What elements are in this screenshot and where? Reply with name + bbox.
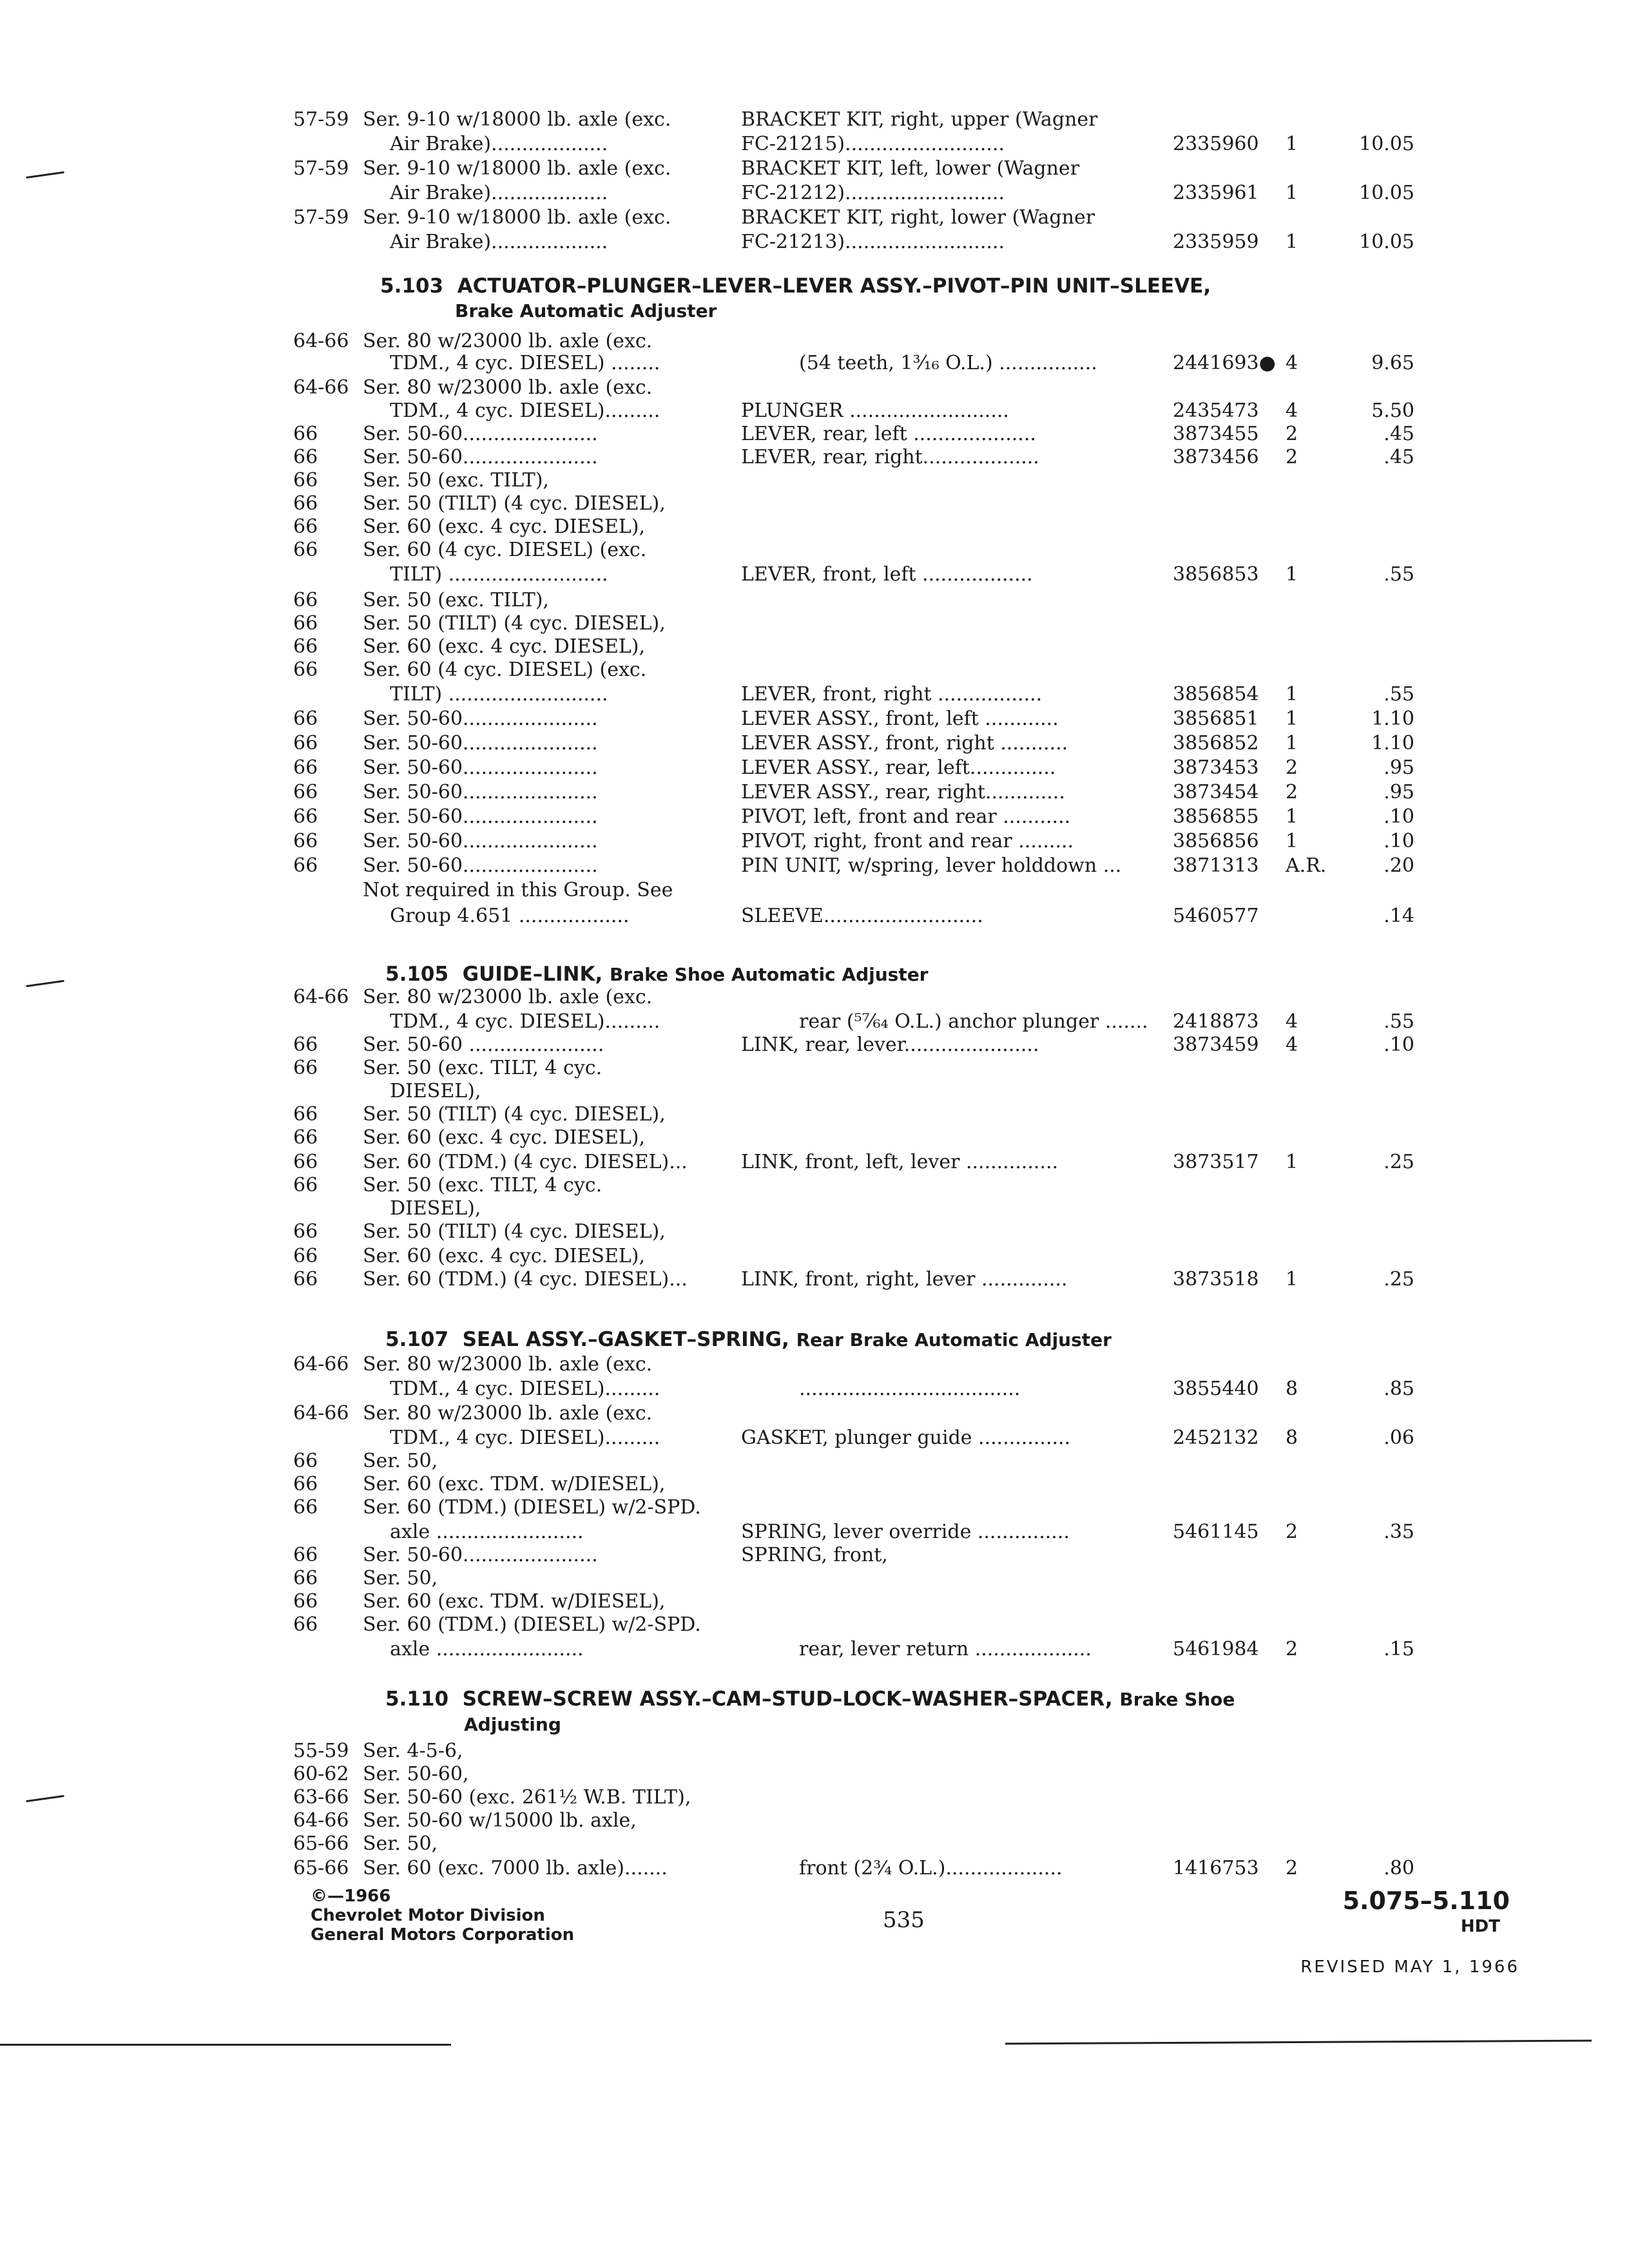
- application: Ser. 80 w/23000 lb. axle (exc.: [363, 986, 653, 1008]
- part-number: 2435473: [1173, 399, 1259, 422]
- application: Ser. 60 (4 cyc. DIESEL) (exc.: [363, 658, 647, 681]
- part-description: LEVER ASSY., front, left ............: [741, 707, 1059, 730]
- list-price: 1.10: [1371, 732, 1414, 754]
- list-price: .85: [1383, 1378, 1414, 1400]
- application: Ser. 60 (exc. 4 cyc. DIESEL),: [363, 1245, 646, 1267]
- part-description: PIVOT, right, front and rear .........: [741, 830, 1074, 852]
- application: Ser. 50 (TILT) (4 cyc. DIESEL),: [363, 492, 666, 515]
- part-description: FC-21212)..........................: [741, 182, 1005, 204]
- application: TILT) ..........................: [390, 563, 608, 586]
- corporation-name: General Motors Corporation: [311, 1925, 575, 1945]
- model-year: 66: [293, 492, 318, 515]
- part-number: 2418873: [1173, 1010, 1259, 1033]
- application: Ser. 9-10 w/18000 lb. axle (exc.: [363, 206, 671, 229]
- application: Ser. 50-60......................: [363, 805, 598, 828]
- model-year: 66: [293, 854, 318, 877]
- application: Air Brake)...................: [390, 182, 608, 204]
- application: axle ........................: [390, 1521, 584, 1543]
- part-number: 3873518: [1173, 1268, 1259, 1291]
- page-number: 535: [883, 1907, 925, 1933]
- application: Ser. 60 (TDM.) (DIESEL) w/2-SPD.: [363, 1496, 701, 1519]
- part-number: 3873459: [1173, 1033, 1259, 1056]
- model-year: 66: [293, 658, 318, 681]
- model-year: 66: [293, 1590, 318, 1613]
- part-description: LINK, front, right, lever ..............: [741, 1268, 1068, 1291]
- model-year: 57-59: [293, 157, 349, 180]
- copyright: ©—1966: [311, 1887, 391, 1906]
- margin-mark: [26, 171, 64, 178]
- quantity: 2: [1286, 446, 1298, 468]
- model-year: 66: [293, 539, 318, 561]
- part-number: 5461145: [1173, 1521, 1259, 1543]
- list-price: .25: [1383, 1151, 1414, 1173]
- part-number: 3873453: [1173, 756, 1259, 779]
- application: Ser. 60 (exc. 4 cyc. DIESEL),: [363, 1126, 646, 1149]
- application: Ser. 50-60 w/15000 lb. axle,: [363, 1809, 637, 1832]
- part-description: LEVER ASSY., front, right ...........: [741, 732, 1068, 754]
- list-price: .95: [1383, 781, 1414, 803]
- model-year: 64-66: [293, 376, 349, 399]
- model-year: 55-59: [293, 1740, 349, 1762]
- list-price: .06: [1383, 1427, 1414, 1449]
- part-description: SLEEVE..........................: [741, 905, 983, 927]
- application: Ser. 50-60 ......................: [363, 1033, 604, 1056]
- part-number: 2441693●: [1173, 352, 1276, 374]
- application: Ser. 50,: [363, 1832, 438, 1855]
- quantity: 2: [1286, 1857, 1298, 1879]
- application: Group 4.651 ..................: [390, 905, 630, 927]
- model-year: 66: [293, 1103, 318, 1126]
- application: TILT) ..........................: [390, 683, 608, 706]
- application: Ser. 80 w/23000 lb. axle (exc.: [363, 376, 653, 399]
- application: Ser. 50-60......................: [363, 781, 598, 803]
- part-description: rear, lever return ...................: [799, 1638, 1092, 1660]
- application: Ser. 4-5-6,: [363, 1740, 463, 1762]
- quantity: A.R.: [1286, 854, 1327, 877]
- application: Ser. 60 (exc. 4 cyc. DIESEL),: [363, 635, 646, 658]
- divider-rule: [0, 2044, 451, 2046]
- quantity: 2: [1286, 1521, 1298, 1543]
- model-year: 66: [293, 1496, 318, 1519]
- part-number: 3856854: [1173, 683, 1259, 706]
- model-year: 66: [293, 1450, 318, 1472]
- list-price: .95: [1383, 756, 1414, 779]
- model-year: 66: [293, 1174, 318, 1196]
- application: Ser. 50 (exc. TILT),: [363, 589, 549, 611]
- list-price: .14: [1383, 905, 1414, 927]
- model-year: 66: [293, 756, 318, 779]
- application: Ser. 80 w/23000 lb. axle (exc.: [363, 1353, 653, 1376]
- quantity: 1: [1286, 830, 1298, 852]
- group-range: 5.075–5.110: [1342, 1887, 1510, 1915]
- model-year: 64-66: [293, 1402, 349, 1425]
- quantity: 2: [1286, 781, 1298, 803]
- application: Ser. 60 (TDM.) (DIESEL) w/2-SPD.: [363, 1613, 701, 1636]
- model-year: 65-66: [293, 1857, 349, 1879]
- quantity: 2: [1286, 423, 1298, 445]
- application: Ser. 50-60......................: [363, 1544, 598, 1566]
- part-description: FC-21213)..........................: [741, 231, 1005, 253]
- part-number: 3873455: [1173, 423, 1259, 445]
- list-price: .45: [1383, 446, 1414, 468]
- list-price: 9.65: [1371, 352, 1414, 374]
- application: Ser. 50-60......................: [363, 732, 598, 754]
- list-price: .10: [1383, 1033, 1414, 1056]
- quantity: 2: [1286, 1638, 1298, 1660]
- part-description: PIVOT, left, front and rear ...........: [741, 805, 1071, 828]
- part-description: BRACKET KIT, right, lower (Wagner: [741, 206, 1095, 229]
- application: Air Brake)...................: [390, 231, 608, 253]
- part-number: 2335959: [1173, 231, 1259, 253]
- application: TDM., 4 cyc. DIESEL).........: [390, 399, 660, 422]
- quantity: 4: [1286, 399, 1298, 422]
- application: TDM., 4 cyc. DIESEL).........: [390, 1427, 660, 1449]
- model-year: 66: [293, 1567, 318, 1590]
- part-description: GASKET, plunger guide ...............: [741, 1427, 1071, 1449]
- application: Ser. 50-60......................: [363, 756, 598, 779]
- quantity: 8: [1286, 1378, 1298, 1400]
- model-year: 64-66: [293, 330, 349, 352]
- part-description: LEVER ASSY., rear, right.............: [741, 781, 1065, 803]
- quantity: 1: [1286, 231, 1298, 253]
- list-price: .45: [1383, 423, 1414, 445]
- application: Ser. 50,: [363, 1567, 438, 1590]
- model-year: 66: [293, 469, 318, 492]
- model-year: 66: [293, 423, 318, 445]
- part-number: 1416753: [1173, 1857, 1259, 1879]
- part-number: 3856852: [1173, 732, 1259, 754]
- part-description: FC-21215)..........................: [741, 133, 1005, 155]
- application: Ser. 50 (exc. TILT, 4 cyc.: [363, 1057, 602, 1079]
- part-description: LINK, rear, lever......................: [741, 1033, 1039, 1056]
- application: Ser. 50-60,: [363, 1763, 469, 1785]
- section-header-5107: 5.107 SEAL ASSY.–GASKET–SPRING, Rear Brake Automatic Adjuster: [385, 1328, 1112, 1351]
- part-description: SPRING, front,: [741, 1544, 888, 1566]
- part-description: LEVER, front, right .................: [741, 683, 1043, 706]
- list-price: .10: [1383, 805, 1414, 828]
- part-description: LEVER, rear, left ....................: [741, 423, 1036, 445]
- model-year: 66: [293, 1220, 318, 1243]
- list-price: .15: [1383, 1638, 1414, 1660]
- part-number: 2335960: [1173, 133, 1259, 155]
- model-year: 66: [293, 830, 318, 852]
- application: Ser. 50-60......................: [363, 854, 598, 877]
- application: Ser. 60 (TDM.) (4 cyc. DIESEL)...: [363, 1268, 688, 1291]
- part-number: 3856851: [1173, 707, 1259, 730]
- application: Ser. 50 (TILT) (4 cyc. DIESEL),: [363, 1220, 666, 1243]
- quantity: 4: [1286, 1033, 1298, 1056]
- part-number: 5461984: [1173, 1638, 1259, 1660]
- section-subtitle-5103: Brake Automatic Adjuster: [455, 300, 717, 322]
- part-number: 3855440: [1173, 1378, 1259, 1400]
- part-number: 3856856: [1173, 830, 1259, 852]
- quantity: 1: [1286, 732, 1298, 754]
- application: Ser. 60 (TDM.) (4 cyc. DIESEL)...: [363, 1151, 688, 1173]
- application: Ser. 50-60......................: [363, 830, 598, 852]
- model-year: 64-66: [293, 986, 349, 1008]
- application: Not required in this Group. See: [363, 879, 673, 901]
- model-year: 66: [293, 635, 318, 658]
- part-number: 3856855: [1173, 805, 1259, 828]
- application: Ser. 50 (exc. TILT),: [363, 469, 549, 492]
- application: TDM., 4 cyc. DIESEL).........: [390, 1378, 660, 1400]
- model-year: 57-59: [293, 108, 349, 131]
- quantity: 2: [1286, 756, 1298, 779]
- list-price: 10.05: [1359, 182, 1414, 204]
- model-year: 66: [293, 707, 318, 730]
- application: Air Brake)...................: [390, 133, 608, 155]
- application: Ser. 60 (exc. TDM. w/DIESEL),: [363, 1473, 666, 1495]
- part-number: 2335961: [1173, 182, 1259, 204]
- application: TDM., 4 cyc. DIESEL).........: [390, 1010, 660, 1033]
- part-number: 3856853: [1173, 563, 1259, 586]
- application: Ser. 50,: [363, 1450, 438, 1472]
- model-year: 66: [293, 1151, 318, 1173]
- divider-rule: [1005, 2040, 1592, 2045]
- part-number: 3871313: [1173, 854, 1259, 877]
- part-description: front (2¾ O.L.)...................: [799, 1857, 1063, 1879]
- model-year: 64-66: [293, 1809, 349, 1832]
- part-description: BRACKET KIT, right, upper (Wagner: [741, 108, 1098, 131]
- part-number: 3873454: [1173, 781, 1259, 803]
- part-description: BRACKET KIT, left, lower (Wagner: [741, 157, 1080, 180]
- quantity: 4: [1286, 352, 1298, 374]
- model-year: 60-62: [293, 1763, 349, 1785]
- quantity: 1: [1286, 133, 1298, 155]
- application: TDM., 4 cyc. DIESEL) ........: [390, 352, 660, 374]
- quantity: 8: [1286, 1427, 1298, 1449]
- application: DIESEL),: [390, 1080, 481, 1102]
- application: Ser. 80 w/23000 lb. axle (exc.: [363, 1402, 653, 1425]
- model-year: 66: [293, 805, 318, 828]
- application: Ser. 50-60 (exc. 261½ W.B. TILT),: [363, 1786, 691, 1809]
- quantity: 1: [1286, 182, 1298, 204]
- model-year: 66: [293, 1613, 318, 1636]
- model-year: 66: [293, 612, 318, 635]
- application: Ser. 60 (exc. TDM. w/DIESEL),: [363, 1590, 666, 1613]
- application: Ser. 50-60......................: [363, 446, 598, 468]
- model-year: 66: [293, 589, 318, 611]
- part-description: (54 teeth, 1³⁄₁₆ O.L.) ................: [799, 352, 1097, 374]
- list-price: .55: [1383, 683, 1414, 706]
- model-year: 66: [293, 1033, 318, 1056]
- section-header-5110: 5.110 SCREW–SCREW ASSY.–CAM–STUD–LOCK–WASHER–SPACER, Brake Shoe: [385, 1687, 1235, 1711]
- part-description: LINK, front, left, lever ...............: [741, 1151, 1059, 1173]
- list-price: .35: [1383, 1521, 1414, 1543]
- application: Ser. 60 (4 cyc. DIESEL) (exc.: [363, 539, 647, 561]
- part-description: LEVER, front, left ..................: [741, 563, 1033, 586]
- part-description: rear (⁵⁷⁄₆₄ O.L.) anchor plunger .......: [799, 1010, 1148, 1033]
- model-year: 66: [293, 781, 318, 803]
- list-price: .55: [1383, 1010, 1414, 1033]
- section-subtitle-5110: Adjusting: [464, 1714, 561, 1735]
- application: Ser. 50 (TILT) (4 cyc. DIESEL),: [363, 1103, 666, 1126]
- quantity: 1: [1286, 1151, 1298, 1173]
- part-number: 5460577: [1173, 905, 1259, 927]
- section-header-5105: 5.105 GUIDE–LINK, Brake Shoe Automatic Adjuster: [385, 963, 929, 986]
- part-description: PIN UNIT, w/spring, lever holddown ...: [741, 854, 1122, 877]
- list-price: .55: [1383, 563, 1414, 586]
- application: Ser. 9-10 w/18000 lb. axle (exc.: [363, 108, 671, 131]
- model-year: 66: [293, 1057, 318, 1079]
- application: Ser. 50 (TILT) (4 cyc. DIESEL),: [363, 612, 666, 635]
- model-year: 66: [293, 1245, 318, 1267]
- list-price: 5.50: [1371, 399, 1414, 422]
- model-year: 65-66: [293, 1832, 349, 1855]
- quantity: 1: [1286, 683, 1298, 706]
- quantity: 4: [1286, 1010, 1298, 1033]
- list-price: 10.05: [1359, 231, 1414, 253]
- application: Ser. 50-60......................: [363, 707, 598, 730]
- model-year: 57-59: [293, 206, 349, 229]
- model-year: 66: [293, 732, 318, 754]
- list-price: .25: [1383, 1268, 1414, 1291]
- part-description: LEVER, rear, right...................: [741, 446, 1039, 468]
- application: Ser. 60 (exc. 7000 lb. axle).......: [363, 1857, 668, 1879]
- section-header-5103: 5.103 ACTUATOR–PLUNGER–LEVER–LEVER ASSY.–PIVOT–PIN UNIT–SLEEVE,: [380, 274, 1211, 298]
- quantity: 1: [1286, 707, 1298, 730]
- margin-mark: [26, 1795, 64, 1802]
- model-year: 63-66: [293, 1786, 349, 1809]
- model-year: 66: [293, 1268, 318, 1291]
- application: Ser. 50 (exc. TILT, 4 cyc.: [363, 1174, 602, 1196]
- application: DIESEL),: [390, 1197, 481, 1220]
- application: Ser. 9-10 w/18000 lb. axle (exc.: [363, 157, 671, 180]
- application: Ser. 50-60......................: [363, 423, 598, 445]
- model-year: 66: [293, 446, 318, 468]
- model-year: 64-66: [293, 1353, 349, 1376]
- quantity: 1: [1286, 563, 1298, 586]
- part-number: 3873517: [1173, 1151, 1259, 1173]
- list-price: .20: [1383, 854, 1414, 877]
- list-price: 10.05: [1359, 133, 1414, 155]
- margin-mark: [26, 980, 64, 987]
- revision-date: REVISED MAY 1, 1966: [1300, 1957, 1519, 1977]
- part-number: 2452132: [1173, 1427, 1259, 1449]
- list-price: .80: [1383, 1857, 1414, 1879]
- application: Ser. 60 (exc. 4 cyc. DIESEL),: [363, 515, 646, 538]
- model-year: 66: [293, 515, 318, 538]
- list-price: .10: [1383, 830, 1414, 852]
- part-description: LEVER ASSY., rear, left..............: [741, 756, 1056, 779]
- application: axle ........................: [390, 1638, 584, 1660]
- part-number: 3873456: [1173, 446, 1259, 468]
- part-description: PLUNGER ..........................: [741, 399, 1009, 422]
- catalog-code: HDT: [1460, 1917, 1500, 1936]
- application: Ser. 80 w/23000 lb. axle (exc.: [363, 330, 653, 352]
- part-description: ....................................: [799, 1378, 1021, 1400]
- list-price: 1.10: [1371, 707, 1414, 730]
- quantity: 1: [1286, 805, 1298, 828]
- model-year: 66: [293, 1473, 318, 1495]
- quantity: 1: [1286, 1268, 1298, 1291]
- division-name: Chevrolet Motor Division: [311, 1906, 545, 1925]
- part-description: SPRING, lever override ...............: [741, 1521, 1070, 1543]
- model-year: 66: [293, 1544, 318, 1566]
- model-year: 66: [293, 1126, 318, 1149]
